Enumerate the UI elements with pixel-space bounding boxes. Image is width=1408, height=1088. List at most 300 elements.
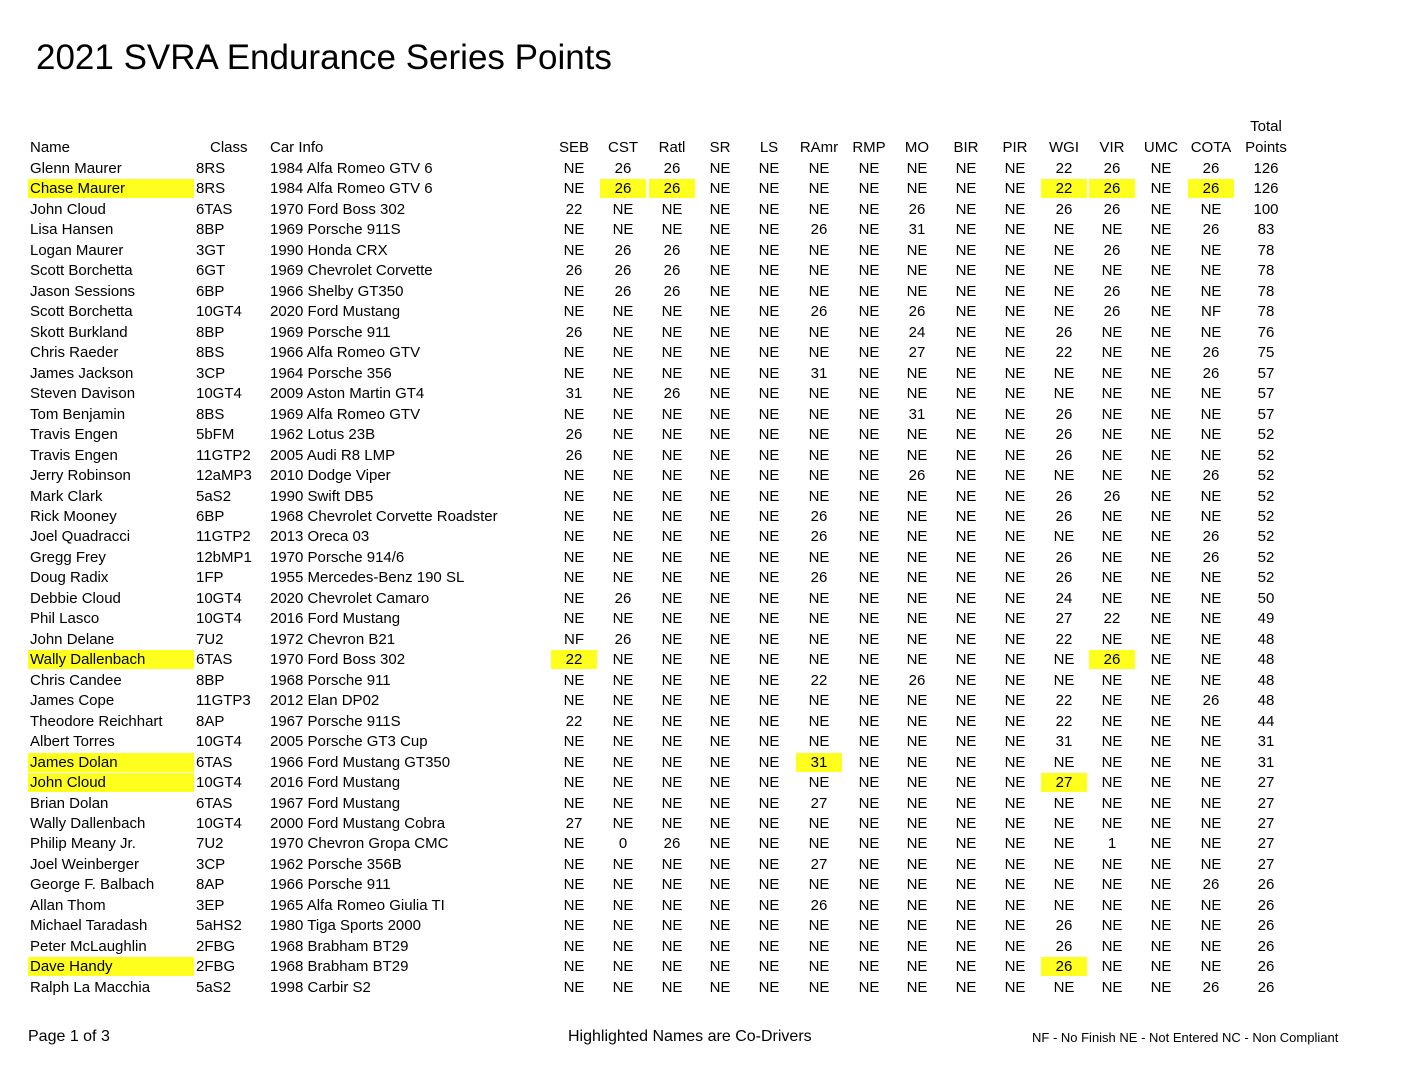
- score-rmp: NE: [858, 692, 880, 710]
- driver-name: John Cloud: [28, 773, 194, 792]
- score-seb: 22: [565, 712, 583, 730]
- score-seb: NE: [563, 180, 585, 198]
- score-mo: NE: [906, 569, 928, 587]
- score-sr: NE: [709, 323, 731, 341]
- score-ratl: NE: [661, 467, 683, 485]
- score-umc: NE: [1150, 610, 1172, 628]
- total-points: 50: [1257, 589, 1275, 607]
- score-umc: NE: [1150, 712, 1172, 730]
- score-seb: NE: [563, 917, 585, 935]
- score-rmp: NE: [858, 651, 880, 669]
- score-seb: 31: [565, 385, 583, 403]
- score-cst: NE: [612, 794, 634, 812]
- car-info: 1970 Ford Boss 302: [270, 200, 406, 218]
- score-rmp: NE: [858, 712, 880, 730]
- car-info: 1970 Ford Boss 302: [270, 651, 406, 669]
- score-ls: NE: [758, 569, 780, 587]
- score-ls: NE: [758, 712, 780, 730]
- score-vir: NE: [1101, 323, 1123, 341]
- score-ramr: NE: [808, 958, 830, 976]
- score-ratl: NE: [661, 200, 683, 218]
- score-bir: NE: [955, 958, 977, 976]
- table-row: [0, 343, 1408, 363]
- score-ramr: NE: [808, 487, 830, 505]
- car-class: 6BP: [196, 282, 225, 300]
- score-ramr: NE: [808, 733, 830, 751]
- table-row: [0, 630, 1408, 650]
- score-umc: NE: [1150, 917, 1172, 935]
- score-seb: NE: [563, 282, 585, 300]
- score-mo: NE: [906, 651, 928, 669]
- table-row: [0, 691, 1408, 711]
- driver-name: James Jackson: [30, 364, 134, 382]
- score-ramr: NE: [808, 160, 830, 177]
- car-class: 2FBG: [196, 958, 236, 976]
- score-cota: 26: [1188, 179, 1234, 198]
- car-class: 11GTP2: [196, 528, 251, 546]
- score-ramr: 26: [810, 221, 828, 239]
- score-ls: NE: [758, 282, 780, 300]
- score-bir: NE: [955, 917, 977, 935]
- score-bir: NE: [955, 323, 977, 341]
- score-bir: NE: [955, 978, 977, 996]
- driver-name: Brian Dolan: [30, 794, 109, 812]
- score-cota: 26: [1202, 344, 1220, 362]
- score-cota: NE: [1200, 712, 1222, 730]
- score-ls: NE: [758, 262, 780, 280]
- car-class: 6TAS: [196, 794, 233, 812]
- table-row: [0, 384, 1408, 404]
- total-points: 26: [1257, 958, 1275, 976]
- driver-name: Skott Burkland: [30, 323, 128, 341]
- score-umc: NE: [1150, 692, 1172, 710]
- car-class: 3EP: [196, 896, 225, 914]
- car-class: 5bFM: [196, 426, 235, 444]
- score-mo: 26: [908, 200, 926, 218]
- score-rmp: NE: [858, 876, 880, 894]
- score-pir: NE: [1004, 692, 1026, 710]
- score-ratl: NE: [661, 753, 683, 771]
- score-wgi: 27: [1055, 610, 1073, 628]
- score-pir: NE: [1004, 200, 1026, 218]
- score-ratl: NE: [661, 426, 683, 444]
- score-ramr: NE: [808, 589, 830, 607]
- total-points: 26: [1257, 876, 1275, 894]
- score-rmp: NE: [858, 548, 880, 566]
- score-seb: NE: [563, 589, 585, 607]
- car-info: 1969 Chevrolet Corvette: [270, 262, 433, 280]
- score-vir: NE: [1101, 855, 1123, 873]
- score-sr: NE: [709, 426, 731, 444]
- score-wgi: 22: [1055, 344, 1073, 362]
- score-ratl: NE: [661, 978, 683, 996]
- table-row: [0, 855, 1408, 875]
- score-umc: NE: [1150, 958, 1172, 976]
- score-ramr: NE: [808, 692, 830, 710]
- car-info: 1969 Porsche 911: [270, 323, 391, 341]
- car-info: 1984 Alfa Romeo GTV 6: [270, 160, 433, 177]
- header-event-rmp: RMP: [852, 139, 886, 156]
- score-cota: 26: [1202, 692, 1220, 710]
- score-pir: NE: [1004, 978, 1026, 996]
- score-rmp: NE: [858, 733, 880, 751]
- score-rmp: NE: [858, 896, 880, 914]
- score-ramr: NE: [808, 835, 830, 853]
- score-ratl: NE: [661, 671, 683, 689]
- total-points: 31: [1257, 753, 1275, 771]
- table-row: [0, 323, 1408, 343]
- driver-name: James Cope: [30, 692, 115, 710]
- score-cst: NE: [612, 344, 634, 362]
- score-vir: NE: [1101, 507, 1123, 525]
- score-pir: NE: [1004, 733, 1026, 751]
- score-bir: NE: [955, 651, 977, 669]
- score-vir: NE: [1101, 405, 1123, 423]
- score-umc: NE: [1150, 978, 1172, 996]
- car-info: 1969 Alfa Romeo GTV: [270, 405, 421, 423]
- score-cota: NE: [1200, 671, 1222, 689]
- score-vir: NE: [1101, 815, 1123, 832]
- score-wgi: NE: [1053, 467, 1075, 485]
- score-sr: NE: [709, 548, 731, 566]
- score-pir: NE: [1004, 569, 1026, 587]
- score-umc: NE: [1150, 426, 1172, 444]
- header-class: Class: [210, 139, 248, 156]
- score-cst: NE: [612, 385, 634, 403]
- score-cst: NE: [612, 487, 634, 505]
- score-sr: NE: [709, 835, 731, 853]
- score-bir: NE: [955, 896, 977, 914]
- score-cst: 26: [614, 241, 632, 259]
- score-pir: NE: [1004, 487, 1026, 505]
- score-vir: 26: [1103, 282, 1121, 300]
- score-ramr: NE: [808, 651, 830, 669]
- score-wgi: 26: [1055, 917, 1073, 935]
- score-mo: NE: [906, 937, 928, 955]
- score-wgi: 26: [1055, 405, 1073, 423]
- car-info: 2013 Oreca 03: [270, 528, 370, 546]
- driver-name: Debbie Cloud: [30, 589, 121, 607]
- score-wgi: NE: [1053, 651, 1075, 669]
- score-vir: NE: [1101, 364, 1123, 382]
- score-umc: NE: [1150, 221, 1172, 239]
- score-seb: NE: [563, 467, 585, 485]
- score-pir: NE: [1004, 180, 1026, 198]
- score-mo: 26: [908, 467, 926, 485]
- score-cota: 26: [1202, 364, 1220, 382]
- score-umc: NE: [1150, 794, 1172, 812]
- score-bir: NE: [955, 282, 977, 300]
- car-class: 6TAS: [196, 753, 233, 771]
- car-info: 1990 Honda CRX: [270, 241, 388, 259]
- score-ratl: NE: [661, 794, 683, 812]
- score-umc: NE: [1150, 753, 1172, 771]
- score-seb: NE: [563, 855, 585, 873]
- score-umc: NE: [1150, 282, 1172, 300]
- driver-name: Wally Dallenbach: [30, 815, 146, 832]
- total-points: 78: [1257, 282, 1275, 300]
- total-points: 49: [1257, 610, 1275, 628]
- car-class: 6GT: [196, 262, 226, 280]
- score-cst: NE: [612, 651, 634, 669]
- score-sr: NE: [709, 876, 731, 894]
- score-ramr: NE: [808, 712, 830, 730]
- score-sr: NE: [709, 200, 731, 218]
- score-umc: NE: [1150, 200, 1172, 218]
- score-sr: NE: [709, 733, 731, 751]
- driver-name: John Cloud: [30, 200, 106, 218]
- score-ls: NE: [758, 589, 780, 607]
- total-points: 78: [1257, 241, 1275, 259]
- score-umc: NE: [1150, 323, 1172, 341]
- score-seb: NE: [563, 528, 585, 546]
- score-umc: NE: [1150, 815, 1172, 832]
- score-umc: NE: [1150, 589, 1172, 607]
- score-ls: NE: [758, 385, 780, 403]
- score-ls: NE: [758, 896, 780, 914]
- car-info: 1969 Porsche 911S: [270, 221, 401, 239]
- header-event-sr: SR: [709, 139, 731, 156]
- car-info: 1968 Brabham BT29: [270, 958, 409, 976]
- score-cota: NE: [1200, 835, 1222, 853]
- score-rmp: NE: [858, 815, 880, 832]
- score-ls: NE: [758, 774, 780, 792]
- score-umc: NE: [1150, 548, 1172, 566]
- car-class: 8BS: [196, 344, 225, 362]
- score-ls: NE: [758, 221, 780, 239]
- driver-name: Tom Benjamin: [30, 405, 126, 423]
- car-info: 1970 Porsche 914/6: [270, 548, 405, 566]
- score-bir: NE: [955, 610, 977, 628]
- score-cota: NE: [1200, 896, 1222, 914]
- score-cst: NE: [612, 507, 634, 525]
- car-info: 1962 Lotus 23B: [270, 426, 376, 444]
- score-ramr: 26: [810, 896, 828, 914]
- car-class: 12bMP1: [196, 548, 252, 566]
- score-vir: NE: [1101, 569, 1123, 587]
- score-wgi: 26: [1055, 200, 1073, 218]
- score-ratl: NE: [661, 958, 683, 976]
- score-pir: NE: [1004, 815, 1026, 832]
- score-vir: 26: [1103, 303, 1121, 321]
- score-rmp: NE: [858, 487, 880, 505]
- score-seb: NE: [563, 671, 585, 689]
- score-sr: NE: [709, 753, 731, 771]
- driver-name: Travis Engen: [30, 426, 118, 444]
- score-rmp: NE: [858, 528, 880, 546]
- score-mo: 24: [908, 323, 926, 341]
- score-ratl: NE: [661, 610, 683, 628]
- score-sr: NE: [709, 692, 731, 710]
- score-sr: NE: [709, 364, 731, 382]
- score-ratl: NE: [661, 405, 683, 423]
- score-seb: NE: [563, 610, 585, 628]
- score-cota: NE: [1200, 200, 1222, 218]
- score-pir: NE: [1004, 426, 1026, 444]
- score-ramr: NE: [808, 467, 830, 485]
- score-bir: NE: [955, 569, 977, 587]
- score-umc: NE: [1150, 241, 1172, 259]
- score-rmp: NE: [858, 630, 880, 648]
- score-ramr: NE: [808, 262, 830, 280]
- car-info: 1966 Porsche 911: [270, 876, 391, 894]
- car-info: 1972 Chevron B21: [270, 630, 396, 648]
- score-seb: NE: [563, 344, 585, 362]
- score-mo: NE: [906, 507, 928, 525]
- score-ls: NE: [758, 958, 780, 976]
- total-points: 52: [1257, 467, 1275, 485]
- score-mo: NE: [906, 835, 928, 853]
- score-ratl: NE: [661, 917, 683, 935]
- car-class: 10GT4: [196, 774, 242, 792]
- car-class: 8BP: [196, 323, 225, 341]
- score-ratl: NE: [661, 323, 683, 341]
- car-class: 3CP: [196, 364, 226, 382]
- score-sr: NE: [709, 815, 731, 832]
- score-pir: NE: [1004, 917, 1026, 935]
- score-seb: NE: [563, 835, 585, 853]
- score-seb: NE: [563, 548, 585, 566]
- score-umc: NE: [1150, 835, 1172, 853]
- score-seb: NE: [563, 692, 585, 710]
- score-pir: NE: [1004, 671, 1026, 689]
- score-rmp: NE: [858, 241, 880, 259]
- header-event-bir: BIR: [953, 139, 979, 156]
- score-ratl: NE: [661, 221, 683, 239]
- score-cst: NE: [612, 958, 634, 976]
- score-umc: NE: [1150, 344, 1172, 362]
- score-vir: NE: [1101, 753, 1123, 771]
- score-cota: NE: [1200, 651, 1222, 669]
- score-pir: NE: [1004, 467, 1026, 485]
- score-pir: NE: [1004, 282, 1026, 300]
- score-bir: NE: [955, 200, 977, 218]
- score-seb: NE: [563, 507, 585, 525]
- score-mo: 31: [908, 405, 926, 423]
- score-pir: NE: [1004, 794, 1026, 812]
- score-wgi: 27: [1041, 773, 1087, 792]
- header-car-info: Car Info: [270, 139, 324, 156]
- car-class: 10GT4: [196, 589, 242, 607]
- score-bir: NE: [955, 855, 977, 873]
- score-cota: NE: [1200, 794, 1222, 812]
- car-class: 6TAS: [196, 200, 233, 218]
- score-ratl: NE: [661, 446, 683, 464]
- score-mo: NE: [906, 528, 928, 546]
- score-mo: NE: [906, 855, 928, 873]
- car-class: 3GT: [196, 241, 226, 259]
- car-class: 8RS: [196, 180, 226, 198]
- score-cst: NE: [612, 528, 634, 546]
- score-umc: NE: [1150, 446, 1172, 464]
- score-pir: NE: [1004, 896, 1026, 914]
- score-seb: NE: [563, 794, 585, 812]
- table-row: [0, 650, 1408, 670]
- score-pir: NE: [1004, 262, 1026, 280]
- score-sr: NE: [709, 344, 731, 362]
- score-ratl: NE: [661, 876, 683, 894]
- table-row: [0, 896, 1408, 916]
- table-row: [0, 589, 1408, 609]
- score-sr: NE: [709, 180, 731, 198]
- score-ramr: NE: [808, 200, 830, 218]
- driver-name: Michael Taradash: [30, 917, 148, 935]
- score-ramr: 22: [810, 671, 828, 689]
- score-wgi: NE: [1053, 282, 1075, 300]
- score-ls: NE: [758, 303, 780, 321]
- score-cota: NE: [1200, 917, 1222, 935]
- score-cota: NE: [1200, 569, 1222, 587]
- score-vir: NE: [1101, 937, 1123, 955]
- header-name: Name: [30, 139, 71, 156]
- score-ls: NE: [758, 467, 780, 485]
- car-class: 7U2: [196, 835, 224, 853]
- score-mo: NE: [906, 712, 928, 730]
- score-ratl: 26: [663, 282, 681, 300]
- score-ramr: NE: [808, 630, 830, 648]
- score-ls: NE: [758, 692, 780, 710]
- score-cst: 26: [600, 179, 646, 198]
- car-class: 3CP: [196, 855, 226, 873]
- score-seb: NE: [563, 774, 585, 792]
- score-rmp: NE: [858, 569, 880, 587]
- score-cota: NE: [1200, 610, 1222, 628]
- score-cst: NE: [612, 896, 634, 914]
- score-ratl: 26: [663, 385, 681, 403]
- car-info: 2010 Dodge Viper: [270, 467, 391, 485]
- table-row: [0, 937, 1408, 957]
- score-pir: NE: [1004, 958, 1026, 976]
- score-sr: NE: [709, 978, 731, 996]
- score-cota: 26: [1202, 548, 1220, 566]
- car-info: 1990 Swift DB5: [270, 487, 374, 505]
- score-vir: 22: [1103, 610, 1121, 628]
- score-ls: NE: [758, 937, 780, 955]
- score-mo: NE: [906, 753, 928, 771]
- score-mo: NE: [906, 958, 928, 976]
- score-pir: NE: [1004, 528, 1026, 546]
- total-points: 48: [1257, 630, 1275, 648]
- score-rmp: NE: [858, 507, 880, 525]
- score-bir: NE: [955, 753, 977, 771]
- table-header: [0, 138, 1408, 158]
- score-ratl: 26: [649, 179, 695, 198]
- score-ramr: 31: [810, 364, 828, 382]
- score-cota: NE: [1200, 507, 1222, 525]
- total-points: 31: [1257, 733, 1275, 751]
- score-cst: NE: [612, 876, 634, 894]
- score-bir: NE: [955, 630, 977, 648]
- score-mo: NE: [906, 446, 928, 464]
- score-wgi: 26: [1055, 937, 1073, 955]
- total-points: 83: [1257, 221, 1275, 239]
- score-rmp: NE: [858, 303, 880, 321]
- car-class: 10GT4: [196, 733, 242, 751]
- total-points: 126: [1253, 180, 1279, 198]
- driver-name: Glenn Maurer: [30, 160, 122, 177]
- score-ls: NE: [758, 180, 780, 198]
- score-ratl: NE: [661, 712, 683, 730]
- score-cota: 26: [1202, 528, 1220, 546]
- driver-name: Mark Clark: [30, 487, 103, 505]
- score-pir: NE: [1004, 303, 1026, 321]
- total-points: 57: [1257, 364, 1275, 382]
- score-seb: NE: [563, 958, 585, 976]
- score-rmp: NE: [858, 160, 880, 177]
- score-cst: NE: [612, 569, 634, 587]
- score-wgi: 22: [1055, 630, 1073, 648]
- total-points: 57: [1257, 385, 1275, 403]
